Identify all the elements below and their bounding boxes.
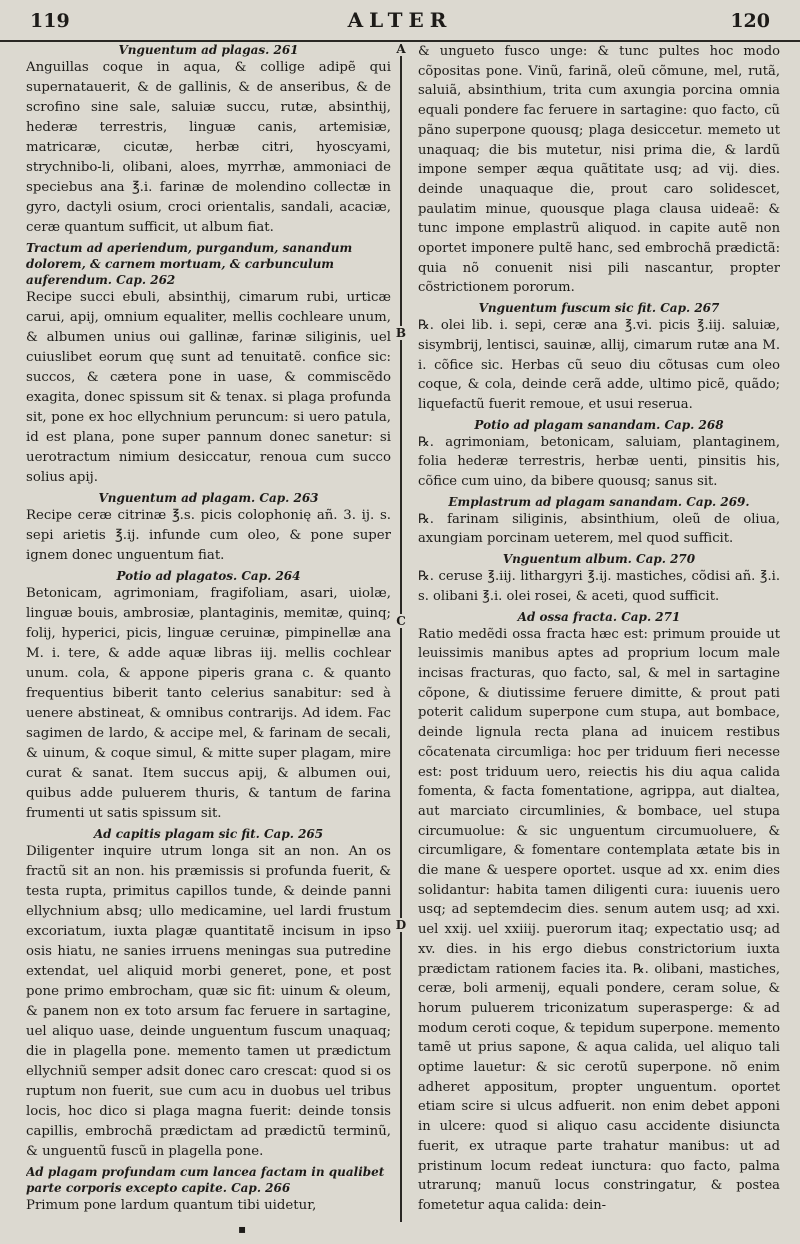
chapter-heading: Emplastrum ad plagam sanandam. Cap. 269. [448,494,750,509]
chapter-heading: Tractum ad aperiendum, purgandum, sanandum dolorem, & carnem mortuam, & carbunculum auferendum. Cap. 262 [26,241,353,287]
left-column [26,42,391,1218]
chapter-heading: Vnguentum ad plagas. 261 [118,43,299,57]
text-paragraph: ℞. ceruse ℥.iij. lithargyri ℥.ij. mastiches, cõdisi añ. ℥.i. s. olibani ℥.i. olei rosei, & aceti, quod sufficit. [418,569,780,604]
text-paragraph: Diligenter inquire utrum longa sit an non. An os fractũ sit an non. his præmissis si profunda fuerit, & testa rupta, primitus capillos tunde, & deinde panni ellychnium absq; ullo medicamine, uel lardi frustum excoriatum, iuxta plagæ quantitatẽ incisum in ipso osis hiatu, ne sanies irruens meningas sua putredine extendat, uel aliquid morbi generet, pone, et post pone primo embrocham, quæ sic fit: uinum & oleum, & panem non ex toto arsum fac feruere in sartagine, uel aliquo uase, deinde unguentum fuscum unaquaq; die in plagella pone. memento tamen ut prædictum ellychniũ semper adsit donec caro crescat: quod si os ruptum non fuerit, sue cum acu in duobus uel tribus locis, hoc dico si plaga magna fuerit: deinde tonsis capillis, embrochã prædictam ad prædictũ terminũ, & unguentũ fuscũ in plagella pone. [26,844,391,1159]
section-marker-c: C [396,614,406,628]
chapter-heading: Potio ad plagam sanandam. Cap. 268 [474,417,724,432]
chapter-heading: Ad plagam profundam cum lancea factam in qualibet parte corporis excepto capite. Cap. 266 [26,1165,385,1195]
text-paragraph: Recipe succi ebuli, absinthij, cimarum rubi, urticæ carui, apij, omnium equaliter, mellis cochleare unum, & albumen unius oui gallinæ, farinæ siliginis, uel cuiuslibet eorum quę sunt ad tenuitatẽ. confice sic: succos, & cætera pone in uase, & commiscẽdo exagita, donec spissum sit & tenax. si plaga profunda sit, pone ex hoc ellychnium peruncum: si uero patula, id est plana, pone super pannum donec sanetur: si uerotractum nimium desiccatur, renoua cum succo solius apij. [26,290,391,485]
section-marker-d: D [395,918,407,932]
section-marker-b: B [395,326,407,340]
column-divider [400,42,402,1222]
text-paragraph: Anguillas coque in aqua, & collige adipẽ qui supernatauerit, & de gallinis, & de anseribus, & de scrofino sine sale, saluiæ succu, rutæ, absinthij, hederæ terrestris, linguæ canis, artemisiæ, matricaræ, cicutæ, herbæ citri, hyoscyami, strychnibo-li, olibani, aloes, myrrhæ, ammoniaci de speciebus ana ℥.i. farinæ de molendino collectæ in gyro, dactyli osium, croci orientalis, sandali, acaciæ, ceræ quantum sufficit, ut album fiat. [26,60,391,235]
chapter-heading: Vnguentum album. Cap. 270 [502,552,696,567]
chapter-heading: Potio ad plagatos. Cap. 264 [116,569,301,583]
text-paragraph: ℞. olei lib. i. sepi, ceræ ana ℥.vi. picis ℥.iij. saluiæ, sisymbrij, lentisci, sauinæ, allij, cimarum rutæ ana M. i. cõfice sic. Herbas cũ seuo diu cõtusas cum oleo coque, & cola, deinde cerã adde, ultimo picẽ, quãdo; liquefactũ fuerit remoue, et usui reserua. [418,318,780,412]
chapter-heading: Ad capitis plagam sic fit. Cap. 265 [93,827,324,841]
footer-mark: ▪ [238,1222,247,1236]
text-paragraph: ℞. farinam siliginis, absinthium, oleũ de oliua, axungiam porcinam ueterem, mel quod sufficit. [418,511,780,547]
text-paragraph: Primum pone lardum quantum tibi uidetur, [26,1198,317,1213]
running-head: ALTER [347,8,453,32]
page-number-left: 119 [30,10,70,32]
chapter-heading: Vnguentum ad plagam. Cap. 263 [98,491,319,505]
section-marker-a: A [396,42,406,56]
text-paragraph: ℞. agrimoniam, betonicam, saluiam, plantaginem, folia hederæ terrestris, herbæ uenti, pinsitis his, cõfice cum uino, da bibere quousq; sanus sit. [418,434,780,490]
chapter-heading: Vnguentum fuscum sic fit. Cap. 267 [478,301,720,316]
text-paragraph: Ratio medẽdi ossa fracta hæc est: primum prouide ut leuissimis manibus aptes ad proprium locum male incisas fracturas, quo facto, sal, & mel in sartagine cõpone, & diutissime feruere dimitte, & prout pati poterit calidum superpone cum stupa, aut bombace, deinde lignula recta plana ad inuicem restibus cõcatenata circumliga: hoc per triduum fieri necesse est: post triduum uero, reiectis his diu aqua calida fomenta, & facta fomentatione, agrippa, aut dialtea, aut marciato circumlinies, & bombace, uel stupa circumuolue: & sic unguentum circumuoluere, & circumligare, & fomentare contemplata ætate bis in die mane & uespere oportet. usque ad xx. enim dies solidantur: habita tamen diligenti cura: iuuenis uero usq; ad septemdecim dies. senum autem usq; ad xxi. uel xxij. uel xxiiij. puerorum itaq; expectatio usq; ad xv. dies. in his ergo diebus constrictorium iuxta prædictam rationem facies ita. ℞. olibani, mastiches, ceræ, boli armenij, equali pondere, ceram solue, & horum puluerem triconizatum superasperge: & ad modum ceroti coque, & tepidum superpone. memento tamẽ ut prius sapone, & aqua calida, uel aliquo tali optime lauetur: & sic cerotũ superpone. nõ enim adheret appositum, propter unguentum. oportet etiam scire si ulcus adfuerit. non enim debet apponi in ulcere: quod si aliquo casu accidente disiuncta fuerit, ex utraque parte trahatur manibus: ut ad pristinum locum redeat iunctura: quo facto, palma utrarunq; manuũ locus constringatur, & postea fometetur aqua calida: dein- [418,626,780,1213]
chapter-heading: Ad ossa fracta. Cap. 271 [517,609,681,624]
right-column [418,42,780,1218]
page-header [0,0,800,42]
text-paragraph: & ungueto fusco unge: & tunc pultes hoc modo cõpositas pone. Vinũ, farinã, oleũ cõmune, mel, rutã, saluiã, absinthium, trita cum axungia porcina omnia equali pondere fac feruere in sartagine: quo facto, cũ pãno superpone quousq; plaga desiccetur. memeto ut unaquaq; die bis mutetur, nisi prima die, & lardũ impone semper æqua quãtitate usq; ad vij. dies. deinde unaquaque die, prout caro solidescet, paulatim minue, quousque plaga clausa uideaẽ: & tunc impone emplastrũ aliquod. in capite autẽ non oportet imponere pultẽ hanc, sed embrochã prædictã: quia nõ conuenit nisi pili nascantur, propter cõstrictionem pororum. [418,44,780,296]
text-paragraph: Betonicam, agrimoniam, fragifoliam, asari, uiolæ, linguæ bouis, ambrosiæ, plantaginis, memitæ, quinq; folij, hyperici, picis, linguæ ceruinæ, pimpinellæ ana M. i. tere, & adde aquæ libras iij. mellis cochlear unum. cola, & appone piperis grana c. & quanto frequentius biberit tanto celerius sanabitur: sed à uenere abstineat, & omnibus contrarijs. Ad idem. Fac sagimen de lardo, & accipe mel, & farinam de secali, & uinum, & coque simul, & mitte super plagam, mire curat & sanat. Item succus apij, & albumen oui, quibus adde puluerem thuris, & tantum de farina frumenti ut satis spissum sit. [26,586,391,821]
page-number-right: 120 [730,10,770,32]
text-paragraph: Recipe ceræ citrinæ ℥.s. picis colophonię añ. 3. ij. s. sepi arietis ℥.ij. infunde cum oleo, & pone super ignem donec unguentum fiat. [26,508,391,563]
